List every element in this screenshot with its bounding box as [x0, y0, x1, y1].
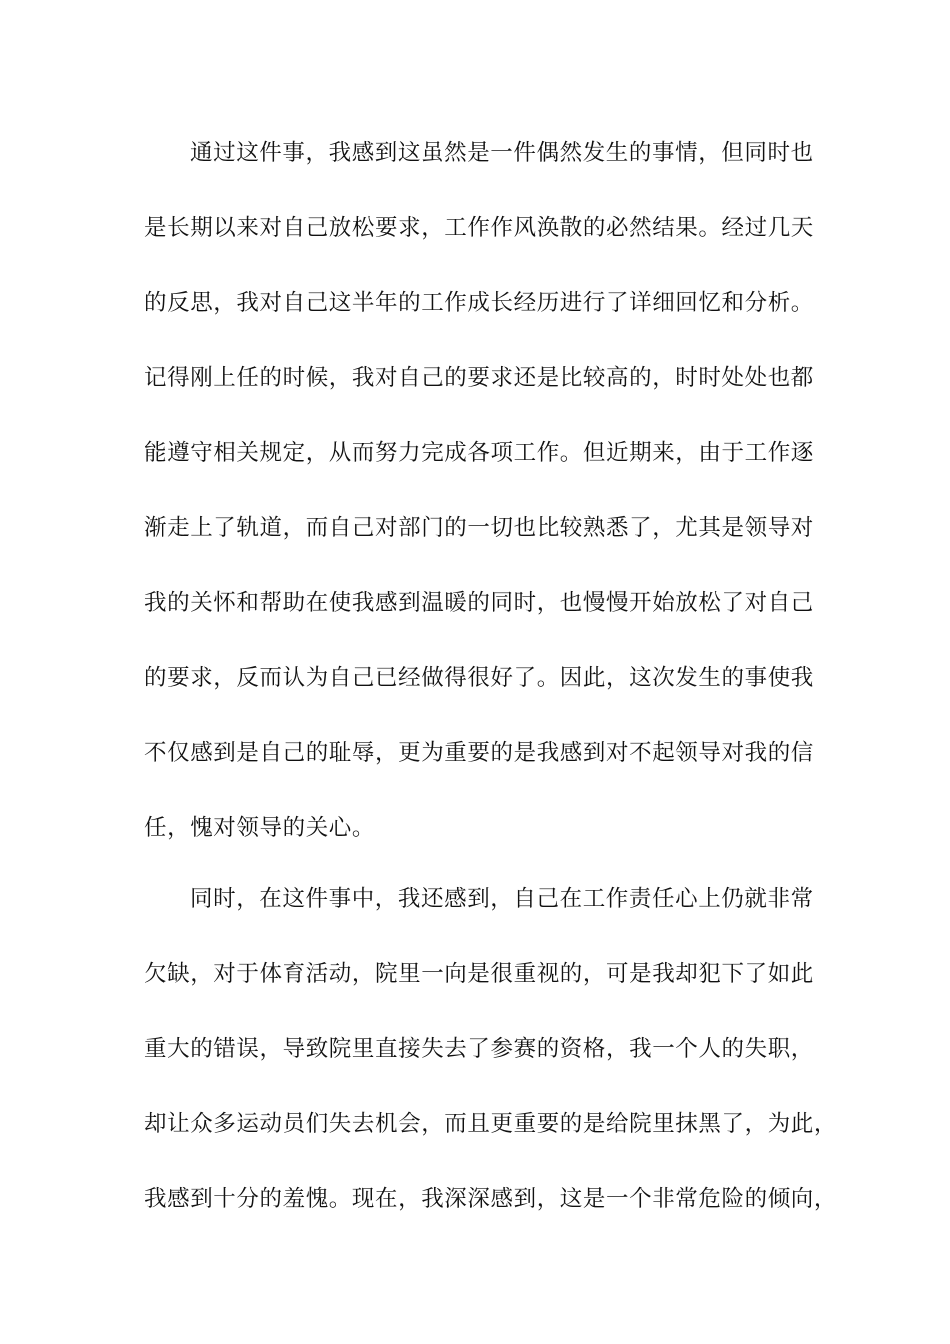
- paragraph-1-line-10: 任，愧对领导的关心。: [144, 815, 376, 841]
- paragraph-1-line-4: 记得刚上任的时候，我对自己的要求还是比较高的，时时处处也都: [144, 365, 814, 391]
- paragraph-2-line-2: 欠缺，对于体育活动，院里一向是很重视的，可是我却犯下了如此: [144, 961, 814, 987]
- paragraph-1-line-5: 能遵守相关规定，从而努力完成各项工作。但近期来，由于工作逐: [144, 440, 814, 466]
- paragraph-1-line-2: 是长期以来对自己放松要求，工作作风涣散的必然结果。经过几天: [144, 215, 814, 241]
- paragraph-1-line-8: 的要求，反而认为自己已经做得很好了。因此，这次发生的事使我: [144, 665, 814, 691]
- paragraph-2-line-3: 重大的错误，导致院里直接失去了参赛的资格，我一个人的失职，: [144, 1036, 814, 1062]
- paragraph-1-line-9: 不仅感到是自己的耻辱，更为重要的是我感到对不起领导对我的信: [144, 740, 814, 766]
- paragraph-1-line-6: 渐走上了轨道，而自己对部门的一切也比较熟悉了，尤其是领导对: [144, 515, 814, 541]
- paragraph-1-line-7: 我的关怀和帮助在使我感到温暖的同时，也慢慢开始放松了对自己: [144, 590, 814, 616]
- paragraph-2-line-4: 却让众多运动员们失去机会，而且更重要的是给院里抹黑了，为此，: [144, 1111, 838, 1137]
- paragraph-1-line-1: 通过这件事，我感到这虽然是一件偶然发生的事情，但同时也: [190, 140, 814, 166]
- paragraph-2-line-1: 同时，在这件事中，我还感到，自己在工作责任心上仍就非常: [190, 886, 814, 912]
- paragraph-1-line-3: 的反思，我对自己这半年的工作成长经历进行了详细回忆和分析。: [144, 290, 814, 316]
- paragraph-2-line-5: 我感到十分的羞愧。现在，我深深感到，这是一个非常危险的倾向，: [144, 1186, 838, 1212]
